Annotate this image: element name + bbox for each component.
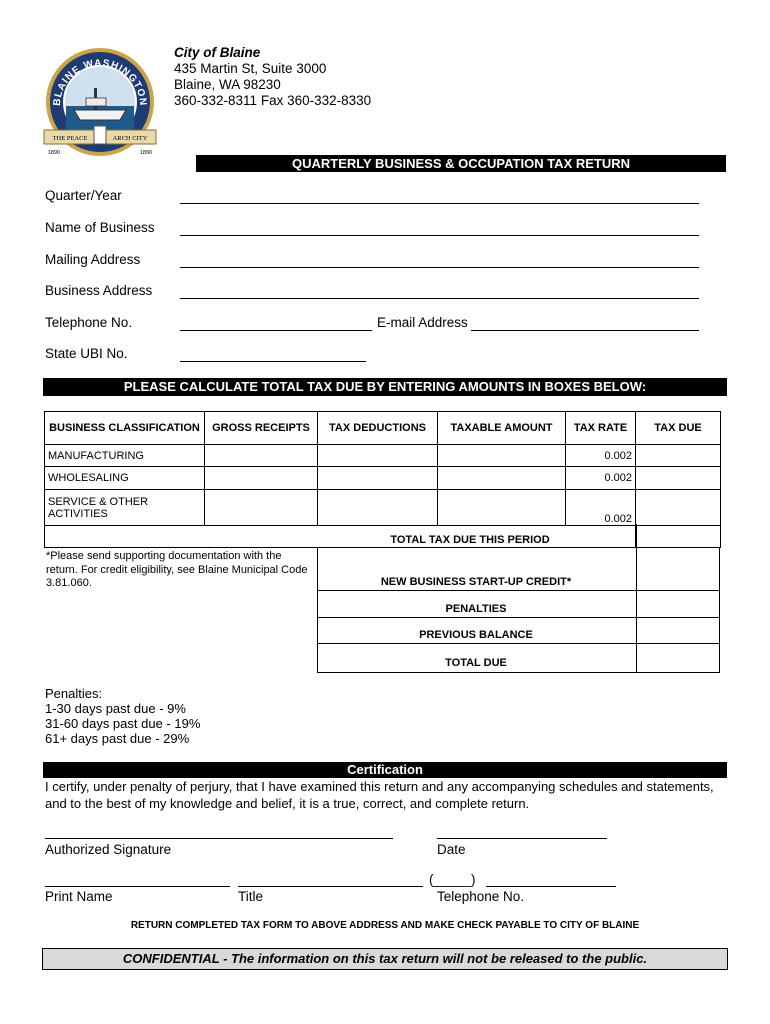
seal-year-left: 1890: [47, 150, 61, 156]
header-gross-receipts: GROSS RECEIPTS: [205, 412, 318, 445]
address-line-2: Blaine, WA 98230: [174, 77, 281, 92]
row-label: SERVICE & OTHER ACTIVITIES: [45, 490, 205, 526]
signer-telephone-field[interactable]: [486, 886, 616, 887]
taxable-amount-cell[interactable]: [438, 467, 566, 490]
quarter-year-label: Quarter/Year: [45, 188, 122, 203]
certification-text: I certify, under penalty of perjury, that I have examined this return and any accompanying schedules and statements, and to the best of my knowledge and belief, it is a true, correct, and complete return.: [45, 779, 714, 811]
date-label: Date: [437, 842, 466, 857]
business-address-label: Business Address: [45, 283, 153, 298]
telephone-field[interactable]: [180, 330, 372, 331]
quarter-year-field[interactable]: [180, 203, 699, 204]
tax-rate-cell: 0.002: [566, 467, 636, 490]
gross-receipts-cell[interactable]: [205, 490, 318, 526]
city-name: City of Blaine: [174, 45, 261, 60]
total-tax-due-label: TOTAL TAX DUE THIS PERIOD: [390, 534, 550, 546]
calculation-instructions: PLEASE CALCULATE TOTAL TAX DUE BY ENTERING AMOUNTS IN BOXES BELOW:: [43, 378, 727, 396]
divider: [317, 590, 720, 591]
city-header: [174, 45, 371, 109]
totals-value-column: [635, 547, 720, 673]
print-name-label: Print Name: [45, 889, 113, 904]
confidential-notice: CONFIDENTIAL - The information on this tax return will not be released to the public.: [42, 948, 728, 970]
total-due-label: TOTAL DUE: [445, 657, 507, 669]
print-name-field[interactable]: [45, 886, 230, 887]
title-field[interactable]: [238, 886, 423, 887]
address-line-1: 435 Martin St, Suite 3000: [174, 61, 327, 76]
tax-due-cell[interactable]: [636, 445, 721, 467]
header-tax-rate: TAX RATE: [566, 412, 636, 445]
tax-calculation-table: [44, 411, 721, 526]
header-tax-deductions: TAX DEDUCTIONS: [318, 412, 438, 445]
header-taxable-amount: TAXABLE AMOUNT: [438, 412, 566, 445]
header-classification: BUSINESS CLASSIFICATION: [45, 412, 205, 445]
mailing-address-label: Mailing Address: [45, 252, 141, 267]
return-instructions: RETURN COMPLETED TAX FORM TO ABOVE ADDRESS AND MAKE CHECK PAYABLE TO CITY OF BLAINE: [130, 920, 640, 931]
seal-right-banner: ARCH CITY: [112, 135, 148, 142]
signer-telephone-label: Telephone No.: [437, 889, 525, 904]
tax-rate-cell: 0.002: [566, 445, 636, 467]
penalties-label: PENALTIES: [445, 603, 507, 615]
previous-balance-label: PREVIOUS BALANCE: [419, 629, 533, 641]
row-label: WHOLESALING: [45, 467, 205, 490]
seal-year-right: 1890: [139, 150, 153, 156]
taxable-amount-cell[interactable]: [438, 490, 566, 526]
table-header-row: [45, 412, 721, 445]
email-field[interactable]: [471, 330, 699, 331]
date-field[interactable]: [437, 838, 607, 839]
telephone-label: Telephone No.: [45, 315, 133, 330]
penalty-line: 61+ days past due - 29%: [45, 731, 190, 746]
business-address-field[interactable]: [180, 298, 699, 299]
seal-left-banner: THE PEACE: [52, 135, 88, 142]
tax-rate-cell: 0.002: [566, 490, 636, 526]
seal-arc-text: BLAINE WASHINGTON: [51, 57, 149, 107]
penalties-schedule: [45, 686, 200, 746]
penalty-line: 1-30 days past due - 9%: [45, 701, 186, 716]
tax-due-cell[interactable]: [636, 467, 721, 490]
phone-area-code-blank: (_____): [429, 872, 476, 887]
header-tax-due: TAX DUE: [636, 412, 721, 445]
tax-deductions-cell[interactable]: [318, 445, 438, 467]
table-row: [45, 467, 721, 490]
table-row: [45, 445, 721, 467]
tax-due-cell[interactable]: [636, 490, 721, 526]
divider: [317, 617, 720, 618]
certification-heading: Certification: [43, 762, 727, 778]
mailing-address-field[interactable]: [180, 267, 699, 268]
table-row: [45, 490, 721, 526]
gross-receipts-cell[interactable]: [205, 445, 318, 467]
tax-deductions-cell[interactable]: [318, 467, 438, 490]
total-tax-due-cell[interactable]: [635, 524, 721, 548]
taxable-amount-cell[interactable]: [438, 445, 566, 467]
phone-line: 360-332-8311 Fax 360-332-8330: [174, 93, 372, 108]
city-seal-logo: [38, 44, 162, 160]
state-ubi-field[interactable]: [180, 361, 366, 362]
title-label: Title: [238, 889, 264, 904]
business-name-label: Name of Business: [45, 220, 155, 235]
row-label: MANUFACTURING: [45, 445, 205, 467]
divider: [317, 643, 720, 644]
business-name-field[interactable]: [180, 235, 699, 236]
supporting-doc-note: *Please send supporting documentation with the return. For credit eligibility, see Blaine Municipal Code 3.81.060.: [46, 550, 308, 589]
startup-credit-label: NEW BUSINESS START-UP CREDIT*: [380, 576, 572, 588]
penalties-heading: Penalties:: [45, 686, 103, 701]
gross-receipts-cell[interactable]: [205, 467, 318, 490]
email-label: E-mail Address: [377, 315, 468, 330]
state-ubi-label: State UBI No.: [45, 346, 128, 361]
form-title: QUARTERLY BUSINESS & OCCUPATION TAX RETURN: [196, 155, 726, 172]
authorized-signature-label: Authorized Signature: [45, 842, 172, 857]
penalty-line: 31-60 days past due - 19%: [45, 716, 201, 731]
tax-deductions-cell[interactable]: [318, 490, 438, 526]
authorized-signature-field[interactable]: [45, 838, 393, 839]
